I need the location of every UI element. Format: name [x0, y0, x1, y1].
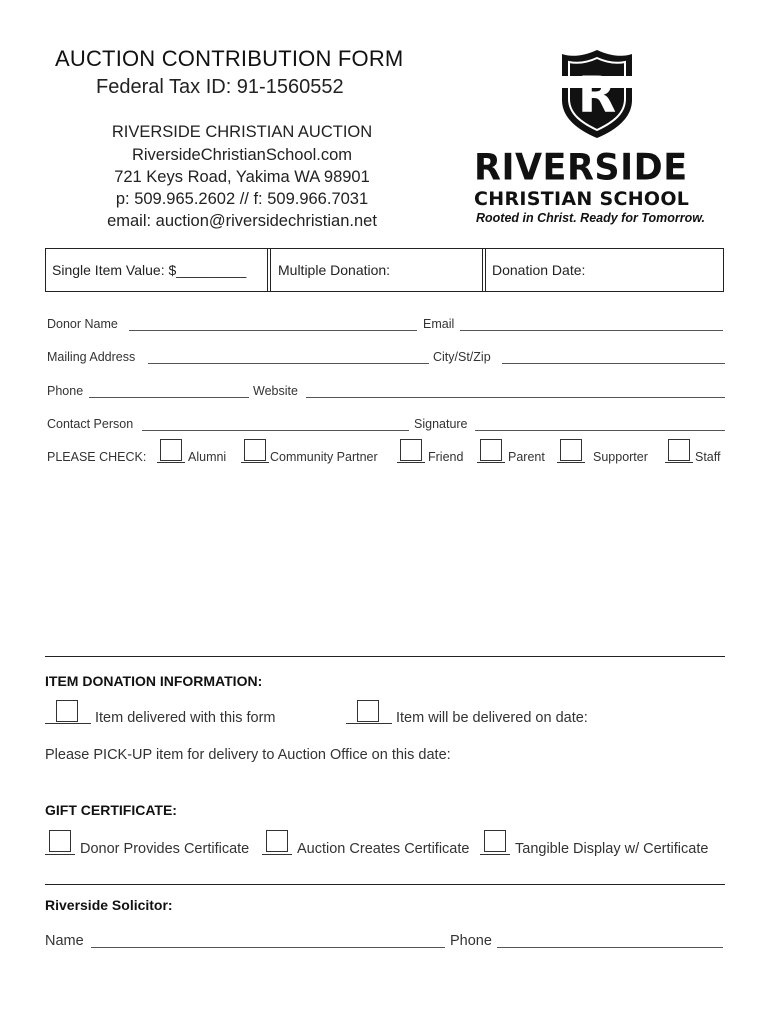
tax-id: Federal Tax ID: 91-1560552 — [96, 76, 344, 98]
checkbox-underline — [557, 462, 585, 463]
checkbox-underline — [397, 462, 425, 463]
checkbox-underline — [480, 854, 510, 855]
org-address: 721 Keys Road, Yakima WA 98901 — [114, 168, 370, 186]
org-website: RiversideChristianSchool.com — [131, 146, 353, 164]
city-state-zip-field[interactable] — [502, 363, 725, 364]
checkbox-underline — [665, 462, 693, 463]
solicitor-name-field[interactable] — [91, 947, 445, 948]
value-box-divider — [270, 248, 271, 292]
solicitor-name-label: Name — [45, 933, 84, 949]
email-field[interactable] — [460, 330, 723, 331]
donor-certificate-label: Donor Provides Certificate — [80, 841, 250, 857]
donor-name-field[interactable] — [129, 330, 417, 331]
solicitor-phone-field[interactable] — [497, 947, 723, 948]
item-delivered-checkbox[interactable] — [56, 700, 78, 722]
tangible-display-label: Tangible Display w/ Certificate — [515, 841, 709, 857]
website-label: Website — [253, 384, 298, 398]
org-name: RIVERSIDE CHRISTIAN AUCTION — [111, 123, 373, 141]
org-phone-fax: p: 509.965.2602 // f: 509.966.7031 — [115, 190, 369, 208]
contact-person-label: Contact Person — [47, 417, 134, 431]
gift-certificate-heading: GIFT CERTIFICATE: — [45, 802, 177, 818]
mailing-address-label: Mailing Address — [47, 350, 136, 364]
value-box-divider — [482, 248, 483, 292]
supporter-checkbox[interactable] — [560, 439, 582, 461]
mailing-address-field[interactable] — [148, 363, 429, 364]
alumni-checkbox[interactable] — [160, 439, 182, 461]
community-partner-label: Community Partner — [270, 450, 378, 464]
logo-subname: CHRISTIAN SCHOOL — [474, 188, 690, 210]
checkbox-underline — [262, 854, 292, 855]
supporter-label: Supporter — [593, 450, 648, 464]
email-label: Email — [423, 317, 455, 331]
logo-tagline: Rooted in Christ. Ready for Tomorrow. — [476, 211, 705, 225]
value-box-divider — [267, 248, 268, 292]
single-item-value-field[interactable]: Single Item Value: $_________ — [52, 262, 247, 278]
checkbox-underline — [157, 462, 185, 463]
section-divider — [45, 656, 725, 657]
please-check-label: PLEASE CHECK: — [47, 450, 147, 464]
checkbox-underline — [346, 723, 392, 724]
org-email: email: auction@riversidechristian.net — [107, 212, 377, 230]
auction-certificate-checkbox[interactable] — [266, 830, 288, 852]
value-box-divider — [485, 248, 486, 292]
form-title: AUCTION CONTRIBUTION FORM — [55, 46, 404, 71]
logo-name: RIVERSIDE — [474, 147, 688, 189]
community-partner-checkbox[interactable] — [244, 439, 266, 461]
signature-field[interactable] — [475, 430, 725, 431]
alumni-label: Alumni — [188, 450, 227, 464]
website-field[interactable] — [306, 397, 725, 398]
shield-logo-icon — [558, 48, 636, 140]
parent-checkbox[interactable] — [480, 439, 502, 461]
phone-field[interactable] — [89, 397, 249, 398]
city-state-zip-label: City/St/Zip — [433, 350, 491, 364]
solicitor-phone-label: Phone — [450, 933, 492, 949]
solicitor-heading: Riverside Solicitor: — [45, 897, 173, 913]
item-later-label: Item will be delivered on date: — [396, 710, 588, 726]
multiple-donation-field[interactable]: Multiple Donation: — [278, 262, 391, 278]
item-donation-heading: ITEM DONATION INFORMATION: — [45, 673, 263, 689]
tangible-display-checkbox[interactable] — [484, 830, 506, 852]
pickup-label: Please PICK-UP item for delivery to Auction Office on this date: — [45, 747, 451, 763]
checkbox-underline — [45, 854, 75, 855]
phone-label: Phone — [47, 384, 84, 398]
checkbox-underline — [241, 462, 269, 463]
staff-label: Staff — [695, 450, 721, 464]
checkbox-underline — [477, 462, 505, 463]
item-later-checkbox[interactable] — [357, 700, 379, 722]
donation-date-field[interactable]: Donation Date: — [492, 262, 586, 278]
friend-label: Friend — [428, 450, 464, 464]
contact-person-field[interactable] — [142, 430, 409, 431]
staff-checkbox[interactable] — [668, 439, 690, 461]
signature-label: Signature — [414, 417, 468, 431]
donor-certificate-checkbox[interactable] — [49, 830, 71, 852]
logo-mark-letter: R — [577, 66, 617, 124]
friend-checkbox[interactable] — [400, 439, 422, 461]
checkbox-underline — [45, 723, 91, 724]
section-divider — [45, 884, 725, 885]
donor-name-label: Donor Name — [47, 317, 118, 331]
parent-label: Parent — [508, 450, 545, 464]
item-delivered-label: Item delivered with this form — [95, 710, 276, 726]
auction-certificate-label: Auction Creates Certificate — [297, 841, 470, 857]
